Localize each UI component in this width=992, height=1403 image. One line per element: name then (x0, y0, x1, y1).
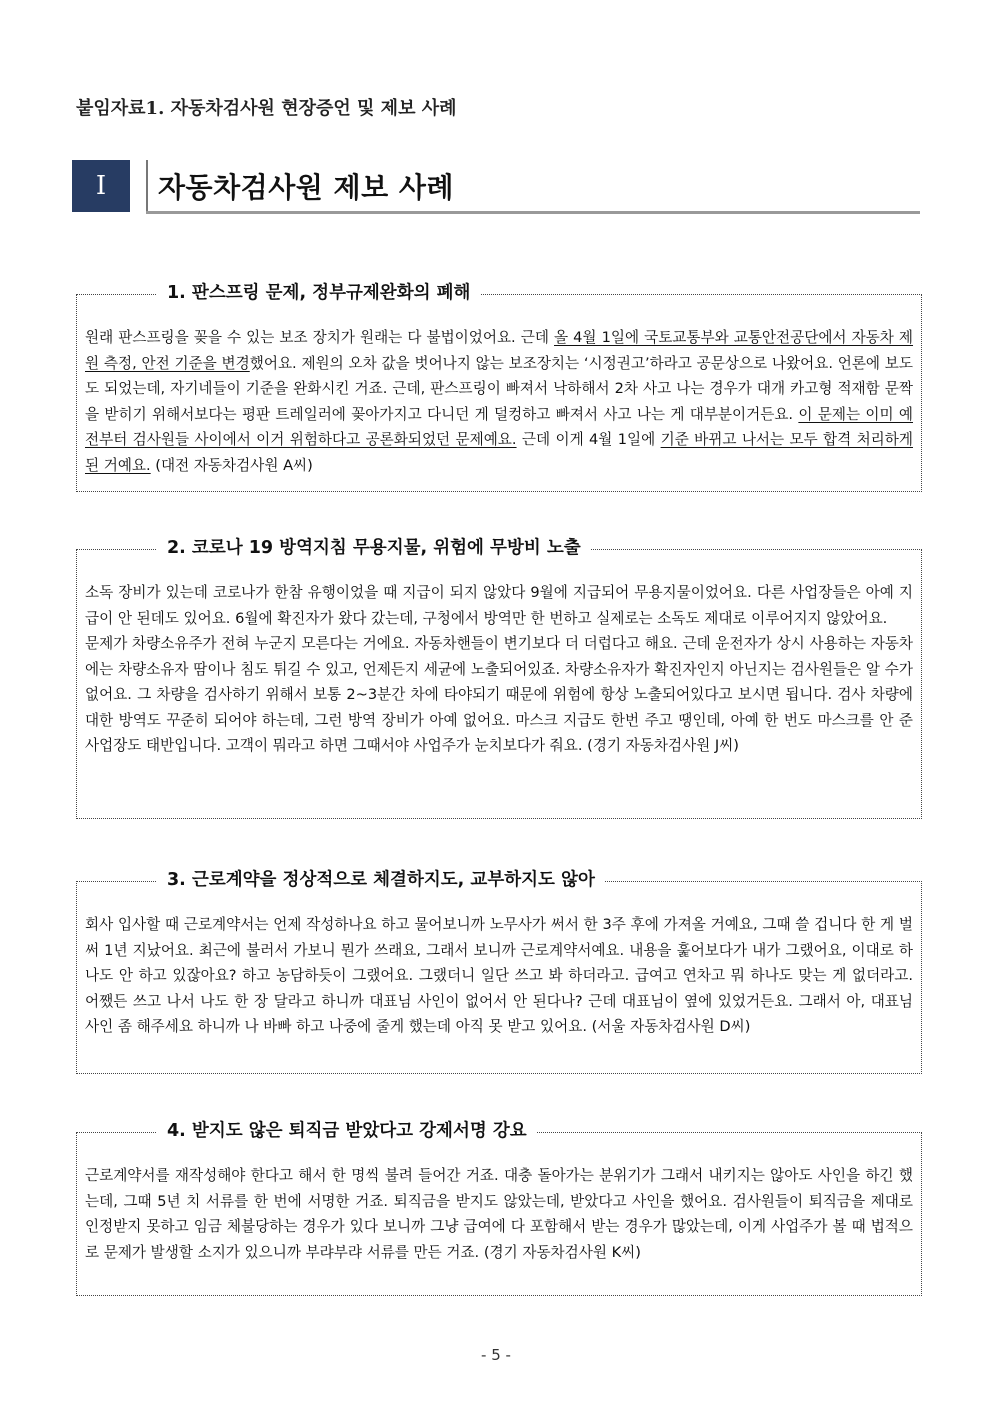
case-title: 2. 코로나 19 방역지침 무용지물, 위험에 무방비 노출 (157, 536, 591, 560)
case-body (77, 295, 921, 478)
page-number: - 5 - (481, 1346, 511, 1364)
case-title: 3. 근로계약을 정상적으로 체결하지도, 교부하지도 않아 (157, 868, 605, 892)
section-number-box: Ⅰ (72, 160, 130, 212)
case-title: 4. 받지도 않은 퇴직금 받았다고 강제서명 강요 (157, 1119, 537, 1143)
case-body (77, 882, 921, 1040)
case-paragraph (85, 1163, 913, 1265)
case-text: 했어요. 제원의 오차 값을 벗어나지 않는 보조장치는 ‘시정권고’하라고 공문상으로 나왔어요. 언론에 보도도 되었는데, 자기네들이 기준을 완화시킨 거죠. 근데, 판스프링이 빠져서 낙하해서 2차 사고 나는 경우가 대개 카고형 적재함 문짝을 받히기 위해서보다는 평판 트레일러에 꽂아가지고 다니던 게 덜컹하고 빠져서 사고 나는 게 대부분이거든요. (85, 354, 914, 423)
case-body (77, 550, 921, 759)
section-underline (146, 211, 920, 214)
case-text: 소독 장비가 있는데 코로나가 한참 유행이었을 때 지급이 되지 않았다 9월에 지급되어 무용지물이었어요. 다른 사업장들은 아예 지급이 안 된데도 있어요. 6월에 확진자가 왔다 갔는데, 구청에서 방역만 한 번하고 실제로는 소독도 제대로 이루어지지 않았어요. (85, 584, 913, 627)
case-title: 1. 판스프링 문제, 정부규제완화의 폐해 (157, 281, 480, 305)
case-paragraph (85, 631, 913, 759)
section-heading (72, 160, 920, 214)
case-body (77, 1133, 921, 1265)
case-paragraph (85, 912, 913, 1040)
case-paragraph (85, 580, 913, 631)
page-header: 붙임자료1. 자동차검사원 현장증언 및 제보 사례 (76, 98, 457, 119)
underlined-text: 이 문제는 이미 예전부터 검사원들 사이에서 이거 위험하다고 공론화되었던 문제예요. (85, 405, 913, 448)
case-text: 근데 이게 4월 1일에 (516, 431, 661, 448)
case-text: (대전 자동차검사원 A씨) (150, 456, 313, 474)
section-title: 자동차검사원 제보 사례 (158, 171, 454, 204)
case-text: 문제가 차량소유주가 전혀 누군지 모른다는 거에요. 자동차핸들이 변기보다 더 더럽다고 해요. 근데 운전자가 상시 사용하는 자동차에는 차량소유자 땀이나 침도 튀길 수 있고, 언제든지 세균에 노출되어있죠. 차량소유자가 확진자인지 아닌지는 검사원들은 알 수가 없어요. 그 차량을 검사하기 위해서 보통 2~3분간 차에 타야되기 때문에 위험에 항상 노출되어있다고 보시면 됩니다. 검사 차량에 대한 방역도 꾸준히 되어야 하는데, 그런 방역 장비가 아예 없어요. 마스크 지급도 한번 주고 땡인데, 아예 한 번도 마스크를 안 준 사업장도 태반입니다. 고객이 뭐라고 하면 그때서야 사업주가 눈치보다가 줘요. (경기 자동차검사원 J씨) (85, 635, 914, 754)
case-text: 회사 입사할 때 근로계약서는 언제 작성하나요 하고 물어보니까 노무사가 써서 한 3주 후에 가져올 거예요, 그때 쓸 겁니다 한 게 벌써 1년 지났어요. 최근에 불러서 가보니 뭔가 쓰래요, 그래서 보니까 근로계약서예요. 내용을 훑어보다가 내가 그랬어요, 이대로 하나도 안 하고 있잖아요? 하고 농담하듯이 그랬어요. 그랬더니 일단 쓰고 봐 하더라고. 급여고 연차고 뭐 하나도 맞는 게 없더라고. 어쨌든 쓰고 나서 나도 한 장 달라고 하니까 대표님 사인이 없어서 안 된다나? 근데 대표님이 옆에 있었거든요. 그래서 아, 대표님 사인 좀 해주세요 하니까 나 바빠 하고 나중에 줄게 했는데 아직 못 받고 있어요. (서울 자동차검사원 D씨) (85, 916, 913, 1035)
case-box-4 (76, 1121, 922, 1296)
case-box-3 (76, 870, 922, 1074)
underlined-text: 올 4월 1일에 국토교통부와 교통안전공단에서 자동차 제원 측정, 안전 기준을 변경 (85, 329, 914, 372)
underlined-text: 기준 바뀌고 나서는 모두 합격 처리하게 된 거예요. (85, 431, 913, 474)
case-paragraph (85, 325, 913, 478)
case-text: 근로계약서를 재작성해야 한다고 해서 한 명씩 불려 들어간 거죠. 대충 돌아가는 분위기가 그래서 내키지는 않아도 사인을 하긴 했는데, 그때 5년 치 서류를 한 번에 서명한 거죠. 퇴직금을 받지도 않았는데, 받았다고 사인을 했어요. 검사원들이 퇴직금을 제대로 인정받지 못하고 임금 체불당하는 경우가 있다 보니까 그냥 급여에 다 포함해서 받는 경우가 많았는데, 이게 사업주가 볼 때 법적으로 문제가 발생할 소지가 있으니까 부랴부랴 서류를 만든 거죠. (경기 자동차검사원 K씨) (85, 1167, 913, 1261)
case-box-2 (76, 538, 922, 819)
case-text: 원래 판스프링을 꽂을 수 있는 보조 장치가 원래는 다 불법이었어요. 근데 (85, 329, 554, 346)
case-box-1 (76, 283, 922, 492)
section-divider (146, 160, 148, 214)
